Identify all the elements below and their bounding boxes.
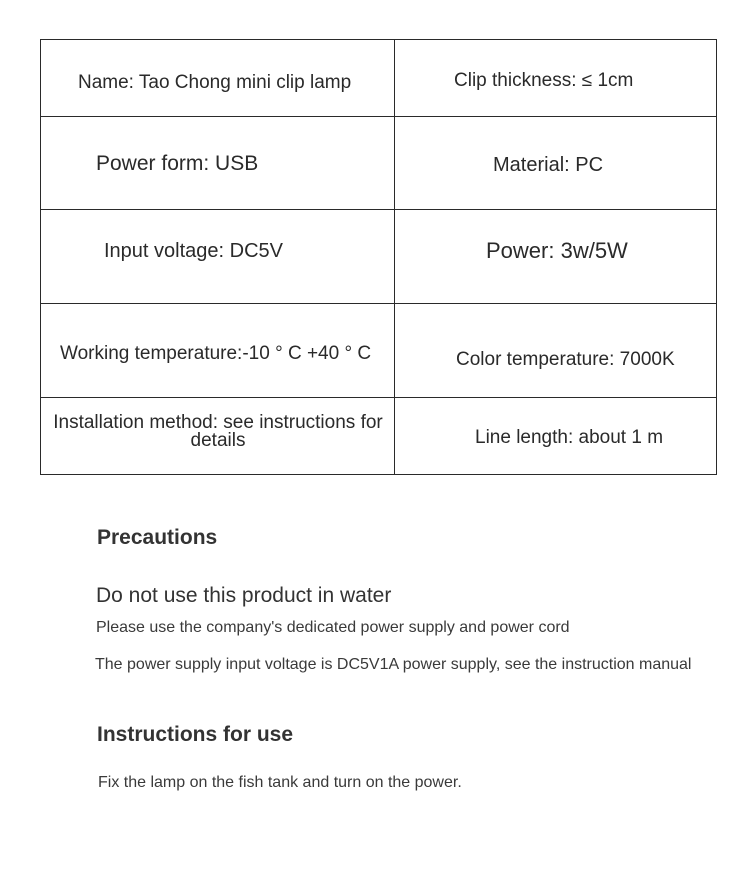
spec-line-length: Line length: about 1 m <box>475 426 664 448</box>
precaution-item: Do not use this product in water <box>96 584 392 607</box>
spec-working-temperature: Working temperature:-10 ° C +40 ° C <box>60 342 372 364</box>
table-cell <box>41 117 395 210</box>
table-cell <box>41 210 395 303</box>
table-cell <box>395 210 717 303</box>
spec-table <box>40 39 717 475</box>
spec-installation-method: Installation method: see instructions for details <box>53 411 383 451</box>
precaution-item: Please use the company's dedicated power supply and power cord <box>96 619 570 636</box>
table-cell <box>41 303 395 397</box>
spec-clip-thickness: Clip thickness: ≤ 1cm <box>454 70 634 91</box>
table-row <box>41 210 717 303</box>
table-row <box>41 117 717 210</box>
table-cell <box>395 117 717 210</box>
spec-material: Material: PC <box>493 154 604 177</box>
table-row <box>41 40 717 117</box>
table-row <box>41 397 717 474</box>
precautions-title: Precautions <box>97 526 218 549</box>
spec-name: Name: Tao Chong mini clip lamp <box>78 72 352 93</box>
table-cell <box>395 40 717 117</box>
table-cell <box>395 397 717 474</box>
spec-input-voltage: Input voltage: DC5V <box>104 240 283 263</box>
instruction-item: Fix the lamp on the fish tank and turn on the power. <box>98 774 462 791</box>
precaution-item: The power supply input voltage is DC5V1A power supply, see the instruction manual <box>95 656 692 673</box>
spec-power-form: Power form: USB <box>96 152 259 176</box>
spec-color-temperature: Color temperature: 7000K <box>456 348 675 370</box>
table-cell <box>395 303 717 397</box>
table-row <box>41 303 717 397</box>
instructions-title: Instructions for use <box>97 723 294 746</box>
table-cell <box>41 397 395 474</box>
table-cell <box>41 40 395 117</box>
spec-power: Power: 3w/5W <box>486 238 628 264</box>
